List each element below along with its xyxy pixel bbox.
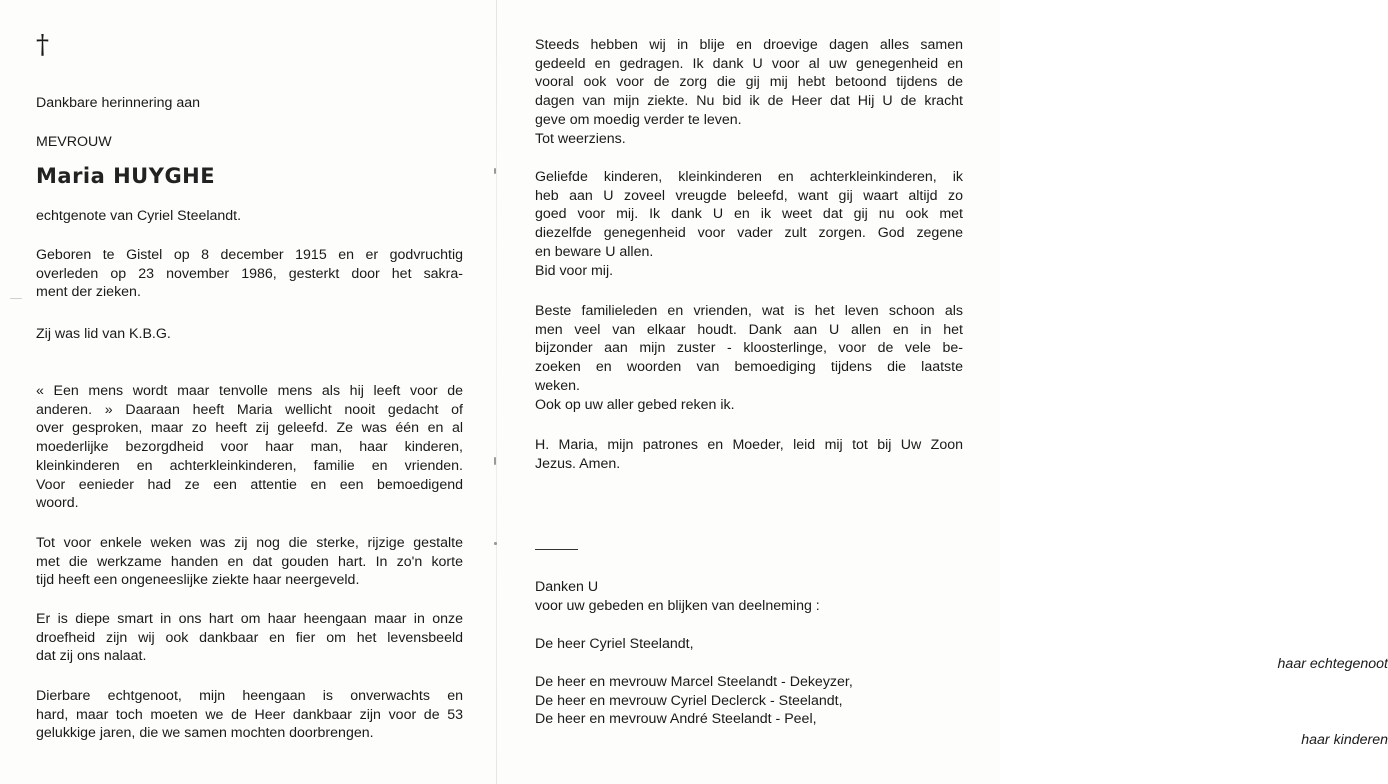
text-line: bijzonder aan mijn zuster - kloosterlinge, voor de vele be- [535, 340, 963, 357]
text-line: Geliefde kinderen, kleinkinderen en achterkleinkinderen, ik [535, 169, 963, 185]
left-paragraph-2 [36, 534, 463, 590]
text-line: Bid voor mij. [535, 262, 614, 279]
print-speck [494, 168, 496, 174]
intro-text: Dankbare herinnering aan [36, 95, 201, 111]
thanks-block [535, 578, 963, 615]
text-line: Voor eenieder had ze een attentie en een bemoedigend [36, 476, 463, 493]
card-fold [496, 0, 497, 784]
text-line: Jezus. Amen. [535, 455, 621, 472]
text-line: diezelfde genegenheid voor vader zult zorgen. God zegene [535, 225, 963, 242]
left-paragraph-4 [36, 687, 463, 743]
spouse-name: De heer Cyriel Steelandt, [535, 636, 694, 652]
print-speck [10, 298, 22, 299]
surname: HUYGHE [113, 164, 216, 188]
separator-rule [535, 549, 578, 550]
text-line: dat zij ons nalaat. [36, 648, 147, 665]
children-list [535, 673, 963, 729]
right-paragraph-1 [535, 36, 963, 148]
text-line: Beste familieleden en vrienden, wat is het leven schoon als [535, 303, 963, 319]
text-line: Ook op uw aller gebed reken ik. [535, 396, 735, 413]
text-line: weken. [535, 377, 580, 394]
child-line: De heer en mevrouw Marcel Steelandt - Dekeyzer, [535, 674, 853, 690]
deceased-name [36, 163, 215, 189]
right-paragraph-4 [535, 436, 963, 473]
left-paragraph-3 [36, 610, 463, 666]
text-line: H. Maria, mijn patrones en Moeder, leid mij tot bij Uw Zoon [535, 437, 963, 453]
thanks-line: Danken U [535, 579, 599, 595]
text-line: « Een mens wordt maar tenvolle mens als hij leeft voor de [36, 383, 463, 399]
text-line: goed voor mij. Ik dank U en ik weet dat gij nu ook met [535, 206, 963, 223]
text-line: gedeeld en gedragen. Ik dank U voor al uw genegenheid en [535, 55, 963, 72]
text-line: Tot voor enkele weken was zij nog die sterke, rijzige gestalte [36, 535, 463, 551]
children-role: haar kinderen [1301, 732, 1388, 748]
text-line: Tot weerziens. [535, 130, 626, 147]
text-line: anderen. » Daaraan heeft Maria wellicht nooit gedacht of [36, 401, 463, 418]
text-line: en beware U allen. [535, 243, 654, 260]
birth-paragraph [36, 246, 463, 302]
title-text: MEVROUW [36, 134, 112, 150]
text-line: woord. [36, 495, 79, 512]
text-line: droefheid zijn wij ook dankbaar en fier om het levensbeeld [36, 629, 463, 646]
birth-line: overleden op 23 november 1986, gesterkt door het sakra- [36, 265, 463, 282]
text-line: hard, maar toch moeten we de Heer dankbaar zijn voor de 53 [36, 706, 463, 723]
thanks-line: voor uw gebeden en blijken van deelneming : [535, 597, 820, 614]
spouse-role: haar echtegenoot [1277, 656, 1388, 672]
print-speck [494, 457, 496, 465]
text-line: moederlijke bezorgdheid voor haar man, haar kinderen, [36, 439, 463, 456]
cross-symbol: † [36, 30, 49, 60]
text-line: geve om moedig verder te leven. [535, 111, 742, 128]
right-paragraph-3 [535, 302, 963, 414]
text-line: met die werkzame handen en dat gouden hart. In zo'n korte [36, 553, 463, 570]
text-line: heb aan U zoveel vreugde beleefd, want gij waart altijd zo [535, 187, 963, 204]
first-name: Maria [36, 164, 106, 188]
text-line: kleinkinderen en achterkleinkinderen, familie en vrienden. [36, 457, 463, 474]
text-line: vooral ook voor de zorg die gij mij hebt betoond tijdens de [535, 74, 963, 91]
text-line: over gesproken, maar zo heeft zij geleefd. Ze was één en al [36, 420, 463, 437]
text-line: gelukkige jaren, die we samen mochten doorbrengen. [36, 725, 374, 742]
child-line: De heer en mevrouw André Steelandt - Peel, [535, 711, 817, 728]
left-paragraph-1 [36, 382, 463, 513]
text-line: zoeken en woorden van bemoediging tijdens die laatste [535, 359, 963, 376]
child-line: De heer en mevrouw Cyriel Declerck - Steelandt, [535, 692, 843, 709]
text-line: Steeds hebben wij in blije en droevige dagen alles samen [535, 37, 963, 53]
birth-line: Geboren te Gistel op 8 december 1915 en er godvruchtig [36, 247, 463, 263]
spouse-line: echtgenote van Cyriel Steelandt. [36, 208, 242, 224]
right-paragraph-2 [535, 168, 963, 280]
text-line: men veel van elkaar houdt. Dank aan U allen en in het [535, 321, 963, 338]
text-line: tijd heeft een ongeneeslijke ziekte haar neergeveld. [36, 572, 360, 589]
text-line: dagen van mijn ziekte. Nu bid ik de Heer dat Hij U de kracht [535, 93, 963, 110]
print-speck [494, 542, 497, 545]
text-line: Er is diepe smart in ons hart om haar heengaan maar in onze [36, 611, 463, 627]
text-line: Dierbare echtgenoot, mijn heengaan is onverwachts en [36, 688, 463, 704]
membership-text: Zij was lid van K.B.G. [36, 326, 171, 342]
birth-line: ment der zieken. [36, 284, 141, 301]
